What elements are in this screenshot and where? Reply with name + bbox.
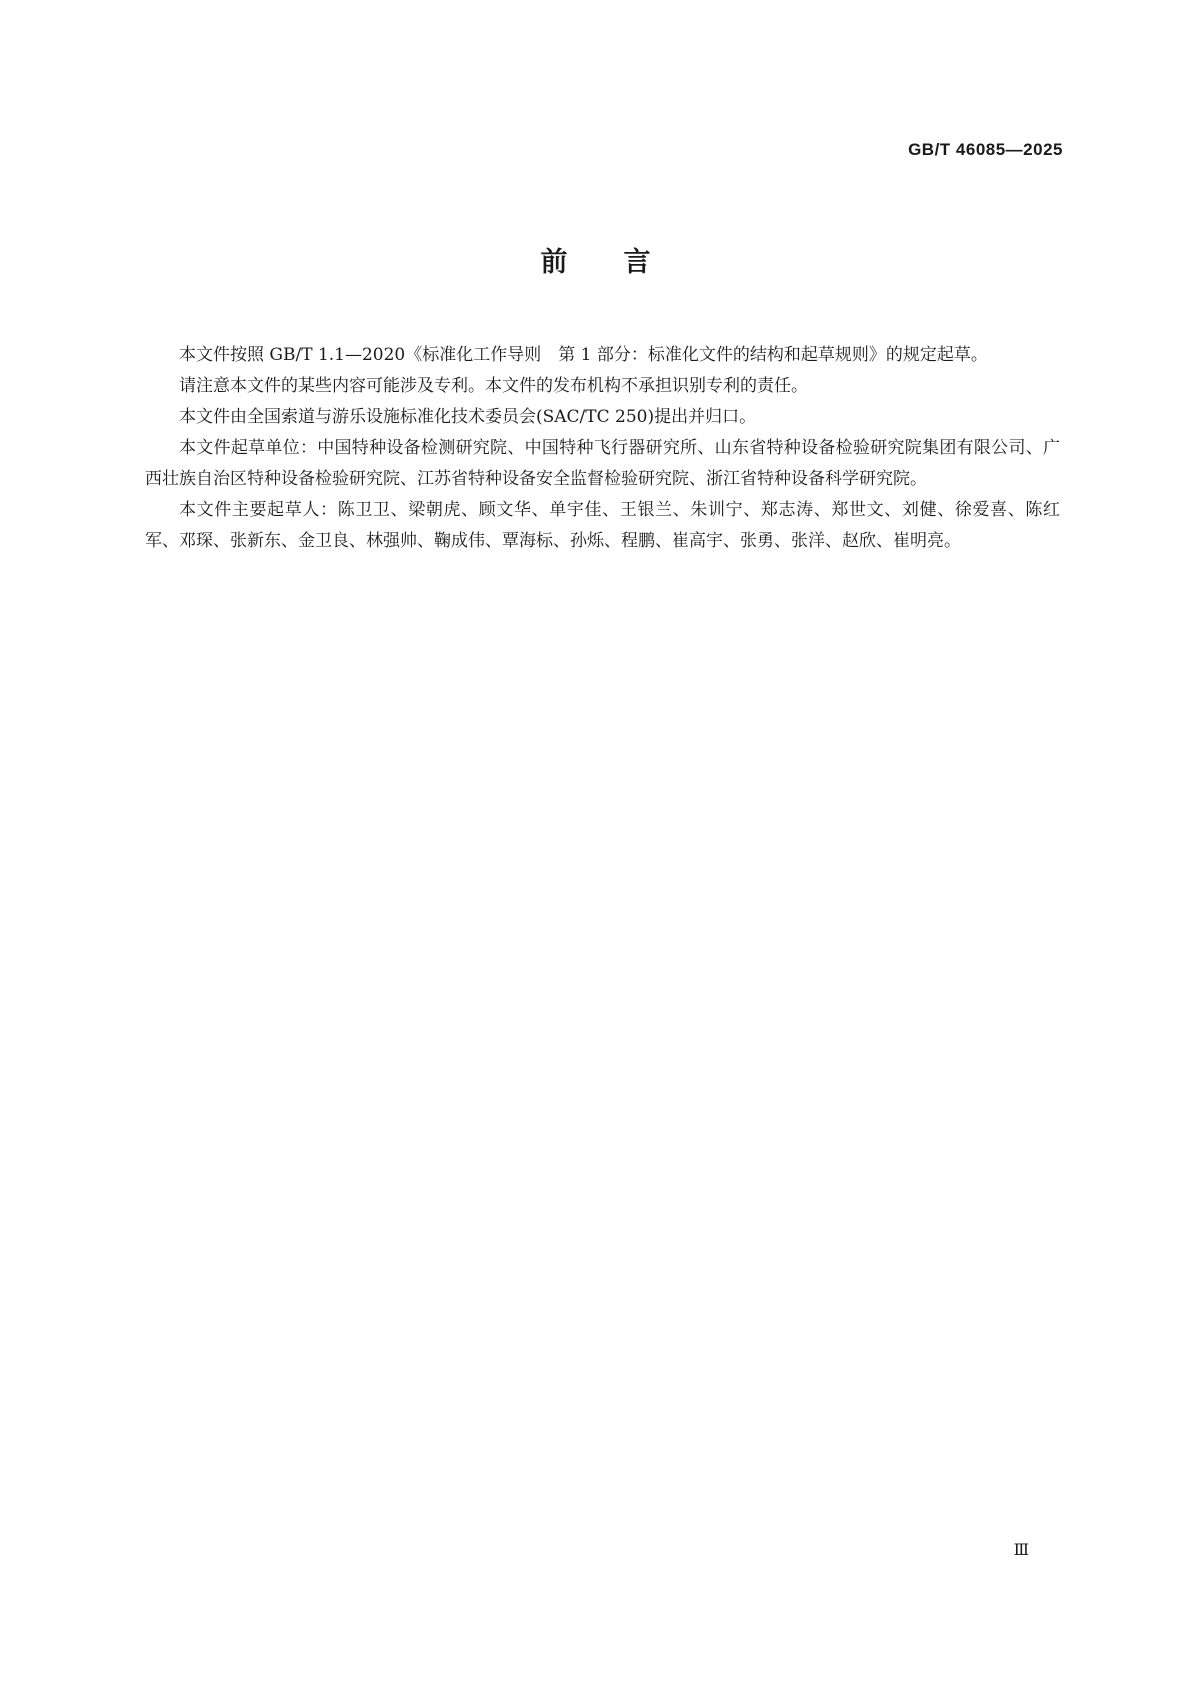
foreword-body — [145, 340, 1060, 557]
paragraph-drafting-units: 本文件起草单位：中国特种设备检测研究院、中国特种飞行器研究所、山东省特种设备检验研究院集团有限公司、广西壮族自治区特种设备检验研究院、江苏省特种设备安全监督检验研究院、浙江省特种设备科学研究院。 — [145, 438, 1060, 489]
paragraph-proposer: 本文件由全国索道与游乐设施标准化技术委员会(SAC/TC 250)提出并归口。 — [179, 407, 757, 427]
paragraph-patent-notice: 请注意本文件的某些内容可能涉及专利。本文件的发布机构不承担识别专利的责任。 — [179, 376, 808, 396]
standard-number: GB/T 46085—2025 — [908, 140, 1063, 159]
paragraph-drafters: 本文件主要起草人：陈卫卫、梁朝虎、顾文华、单宇佳、王银兰、朱训宁、郑志涛、郑世文、刘健、徐爱喜、陈红军、邓琛、张新东、金卫良、林强帅、鞠成伟、覃海标、孙烁、程鹏、崔高宇、张勇、张洋、赵欣、崔明亮。 — [145, 500, 1060, 551]
page-number: Ⅲ — [1013, 1540, 1029, 1559]
page-title: 前言 — [540, 247, 707, 278]
paragraph-drafting-rules: 本文件按照 GB/T 1.1—2020《标准化工作导则 第 1 部分：标准化文件的结构和起草规则》的规定起草。 — [179, 345, 988, 365]
